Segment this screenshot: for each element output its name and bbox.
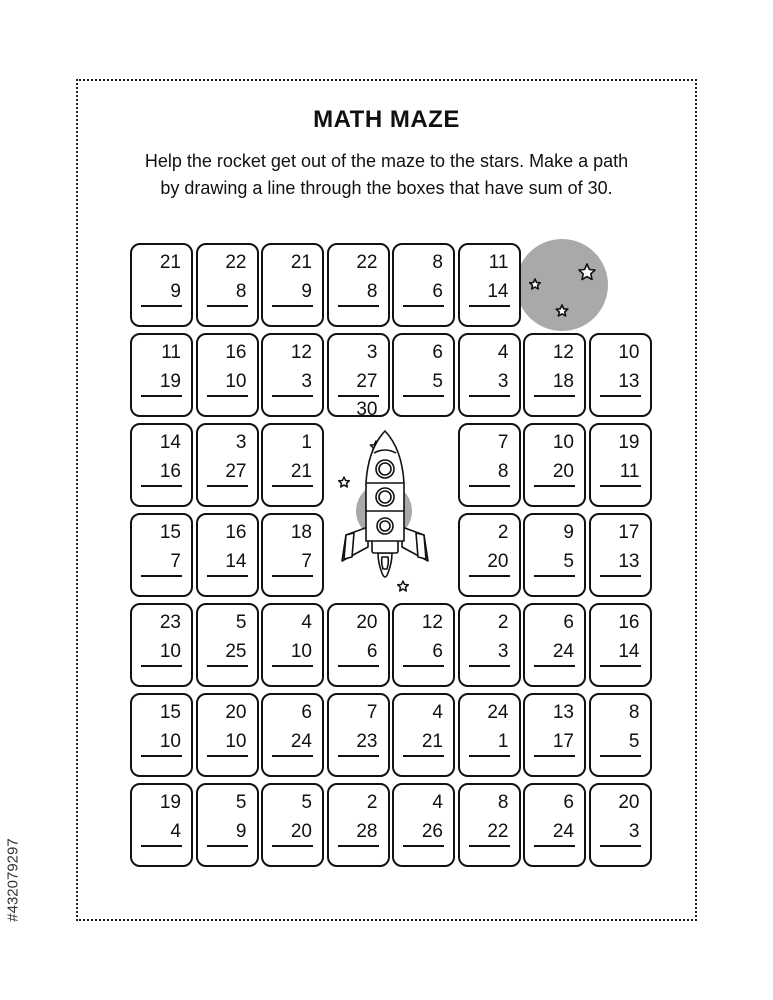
instructions-line-1: Help the rocket get out of the maze to the stars. Make a path (144, 151, 629, 171)
sum-line (600, 395, 641, 397)
sum-line (141, 755, 182, 757)
maze-box[interactable] (523, 603, 586, 687)
maze-box[interactable] (130, 333, 193, 417)
maze-box[interactable] (261, 333, 324, 417)
sum-line (272, 845, 313, 847)
addend: 7 (170, 551, 181, 572)
sum-line (338, 665, 379, 667)
addend: 10 (159, 731, 181, 752)
maze-box[interactable] (458, 423, 521, 507)
addend: 23 (356, 731, 378, 752)
maze-box[interactable] (196, 423, 259, 507)
star-icon (398, 581, 409, 591)
addend: 3 (497, 371, 509, 392)
sum-line (403, 305, 444, 307)
sum-line (272, 755, 313, 757)
addend: 5 (235, 612, 247, 633)
sum-line (403, 845, 444, 847)
addend: 7 (497, 432, 509, 453)
addend: 2 (497, 612, 509, 633)
sum-line (207, 755, 248, 757)
addend: 8 (366, 281, 378, 302)
addend: 5 (628, 731, 640, 752)
addend: 19 (159, 792, 181, 813)
sum-line (534, 485, 575, 487)
addend: 14 (618, 641, 640, 662)
addend: 10 (290, 641, 312, 662)
stock-id (0, 775, 28, 985)
addend: 1 (301, 432, 312, 453)
maze-box[interactable] (261, 693, 324, 777)
sum-line (600, 845, 641, 847)
addend: 8 (497, 792, 509, 813)
addend: 10 (159, 641, 181, 662)
sum-line (600, 755, 641, 757)
sum-line (534, 665, 575, 667)
addend: 12 (290, 342, 312, 363)
addend: 5 (432, 371, 443, 392)
maze-box[interactable] (458, 693, 521, 777)
maze-box[interactable] (327, 243, 390, 327)
maze-box[interactable] (261, 603, 324, 687)
sum-line (403, 395, 444, 397)
addend: 27 (225, 461, 247, 482)
addend: 1 (497, 731, 509, 752)
sum-line (469, 665, 510, 667)
sum-line (207, 665, 248, 667)
addend: 4 (432, 702, 443, 723)
addend: 11 (161, 342, 181, 363)
addend: 12 (552, 342, 574, 363)
addend: 5 (563, 551, 574, 572)
addend: 21 (290, 252, 312, 273)
addend: 24 (290, 731, 312, 752)
addend: 4 (432, 792, 443, 813)
sum-line (469, 755, 510, 757)
addend: 6 (432, 342, 443, 363)
addend: 20 (487, 551, 509, 572)
addend: 3 (628, 821, 640, 842)
addend: 19 (618, 432, 640, 453)
addend: 8 (497, 461, 509, 482)
sum-line (534, 575, 575, 577)
sum-line (469, 395, 510, 397)
addend: 2 (366, 792, 378, 813)
maze-box[interactable] (327, 693, 390, 777)
addend: 16 (618, 612, 640, 633)
addend: 27 (356, 371, 378, 392)
addend: 14 (487, 281, 509, 302)
addend: 11 (619, 461, 640, 482)
sum-line (338, 755, 379, 757)
addend: 10 (618, 342, 640, 363)
addend: 14 (159, 432, 181, 453)
addend: 7 (301, 551, 312, 572)
addend: 9 (235, 821, 247, 842)
addend: 8 (628, 702, 640, 723)
sum-line (469, 485, 510, 487)
addend: 10 (552, 432, 574, 453)
maze-box[interactable] (130, 603, 193, 687)
maze-box[interactable] (523, 783, 586, 867)
maze-box[interactable] (392, 693, 455, 777)
addend: 18 (290, 522, 312, 543)
addend: 8 (235, 281, 247, 302)
addend: 12 (421, 612, 443, 633)
addend: 18 (552, 371, 574, 392)
addend: 23 (159, 612, 181, 633)
addend: 14 (225, 551, 247, 572)
rocket-icon (342, 431, 428, 577)
maze-box[interactable] (589, 423, 652, 507)
addend: 6 (366, 641, 378, 662)
addend: 5 (235, 792, 247, 813)
addend: 20 (618, 792, 640, 813)
maze-box[interactable] (130, 693, 193, 777)
sum-line (338, 395, 379, 397)
maze-box[interactable] (130, 423, 193, 507)
sum-line (272, 485, 313, 487)
instructions-line-2: by drawing a line through the boxes that have sum of 30. (160, 178, 613, 198)
sum-line (141, 485, 182, 487)
addend: 9 (170, 281, 181, 302)
addend: 9 (563, 522, 574, 543)
sum-line (141, 845, 182, 847)
maze-box[interactable] (196, 783, 259, 867)
maze-box[interactable] (196, 243, 259, 327)
maze-box[interactable] (196, 693, 259, 777)
sum-line (272, 575, 313, 577)
addend: 21 (290, 461, 312, 482)
addend: 21 (421, 731, 443, 752)
sum-line (534, 845, 575, 847)
maze-box[interactable] (261, 423, 324, 507)
sum-line (403, 665, 444, 667)
addend: 21 (159, 252, 181, 273)
maze-box[interactable] (196, 603, 259, 687)
sum-line (534, 395, 575, 397)
addend: 17 (552, 731, 574, 752)
addend: 7 (366, 702, 378, 723)
maze-box[interactable] (589, 603, 652, 687)
sum-line (272, 665, 313, 667)
maze-box[interactable] (392, 333, 455, 417)
addend: 6 (432, 281, 443, 302)
sum-value: 30 (356, 399, 378, 420)
maze-box[interactable] (130, 783, 193, 867)
sum-line (534, 755, 575, 757)
sum-line (469, 575, 510, 577)
sum-line (469, 305, 510, 307)
maze-box[interactable] (130, 243, 193, 327)
maze-box[interactable] (261, 783, 324, 867)
sum-line (338, 845, 379, 847)
addend: 22 (356, 252, 378, 273)
maze-box[interactable] (327, 333, 390, 420)
stock-id-text: #432079297 (4, 838, 22, 922)
sum-line (338, 305, 379, 307)
addend: 5 (301, 792, 312, 813)
addend: 24 (552, 821, 574, 842)
addend: 10 (225, 371, 247, 392)
addend: 3 (497, 641, 509, 662)
addend: 16 (225, 342, 247, 363)
maze-box[interactable] (458, 783, 521, 867)
addend: 15 (159, 702, 181, 723)
maze-box[interactable] (458, 513, 521, 597)
addend: 3 (235, 432, 247, 453)
maze-box[interactable] (261, 243, 324, 327)
sum-line (207, 485, 248, 487)
addend: 20 (552, 461, 574, 482)
addend: 6 (432, 641, 443, 662)
maze-box[interactable] (589, 513, 652, 597)
maze-box[interactable] (458, 243, 521, 327)
maze-box[interactable] (523, 513, 586, 597)
addend: 20 (290, 821, 312, 842)
sum-line (141, 395, 182, 397)
maze-box[interactable] (196, 333, 259, 417)
sum-line (403, 755, 444, 757)
addend: 3 (301, 371, 312, 392)
addend: 20 (356, 612, 378, 633)
maze-box[interactable] (327, 603, 390, 687)
addend: 4 (170, 821, 181, 842)
addend: 15 (159, 522, 181, 543)
addend: 8 (432, 252, 443, 273)
addend: 16 (159, 461, 181, 482)
addend: 22 (487, 821, 509, 842)
addend: 22 (225, 252, 247, 273)
maze-box[interactable] (589, 783, 652, 867)
sum-line (207, 845, 248, 847)
addend: 13 (618, 551, 640, 572)
addend: 16 (225, 522, 247, 543)
addend: 4 (497, 342, 509, 363)
maze-box[interactable] (458, 333, 521, 417)
addend: 11 (488, 252, 509, 273)
maze-box[interactable] (196, 513, 259, 597)
maze-box[interactable] (392, 243, 455, 327)
addend: 6 (563, 792, 574, 813)
sum-line (600, 575, 641, 577)
sum-line (141, 575, 182, 577)
sum-line (207, 305, 248, 307)
maze-box[interactable] (392, 603, 455, 687)
addend: 6 (563, 612, 574, 633)
addend: 26 (421, 821, 443, 842)
sum-line (272, 395, 313, 397)
addend: 19 (159, 371, 181, 392)
maze-box[interactable] (523, 423, 586, 507)
addend: 20 (225, 702, 247, 723)
maze-box[interactable] (589, 333, 652, 417)
sum-line (600, 485, 641, 487)
maze-box[interactable] (523, 693, 586, 777)
maze-box[interactable] (523, 333, 586, 417)
rocket-illustration (328, 423, 456, 601)
maze-box[interactable] (392, 783, 455, 867)
addend: 13 (618, 371, 640, 392)
addend: 24 (487, 702, 509, 723)
sum-line (469, 845, 510, 847)
maze-box[interactable] (327, 783, 390, 867)
sum-line (141, 305, 182, 307)
addend: 2 (497, 522, 509, 543)
addend: 28 (356, 821, 378, 842)
page-title: MATH MAZE (313, 106, 460, 133)
addend: 3 (366, 342, 378, 363)
sum-line (272, 305, 313, 307)
maze-box[interactable] (261, 513, 324, 597)
addend: 25 (225, 641, 247, 662)
addend: 24 (552, 641, 574, 662)
addend: 4 (301, 612, 312, 633)
sum-line (207, 395, 248, 397)
addend: 9 (301, 281, 312, 302)
sum-line (141, 665, 182, 667)
maze-box[interactable] (458, 603, 521, 687)
addend: 13 (552, 702, 574, 723)
addend: 17 (618, 522, 640, 543)
sum-line (600, 665, 641, 667)
addend: 6 (301, 702, 312, 723)
addend: 10 (225, 731, 247, 752)
maze-box[interactable] (130, 513, 193, 597)
sum-line (207, 575, 248, 577)
maze-box[interactable] (589, 693, 652, 777)
star-icon (339, 477, 350, 487)
